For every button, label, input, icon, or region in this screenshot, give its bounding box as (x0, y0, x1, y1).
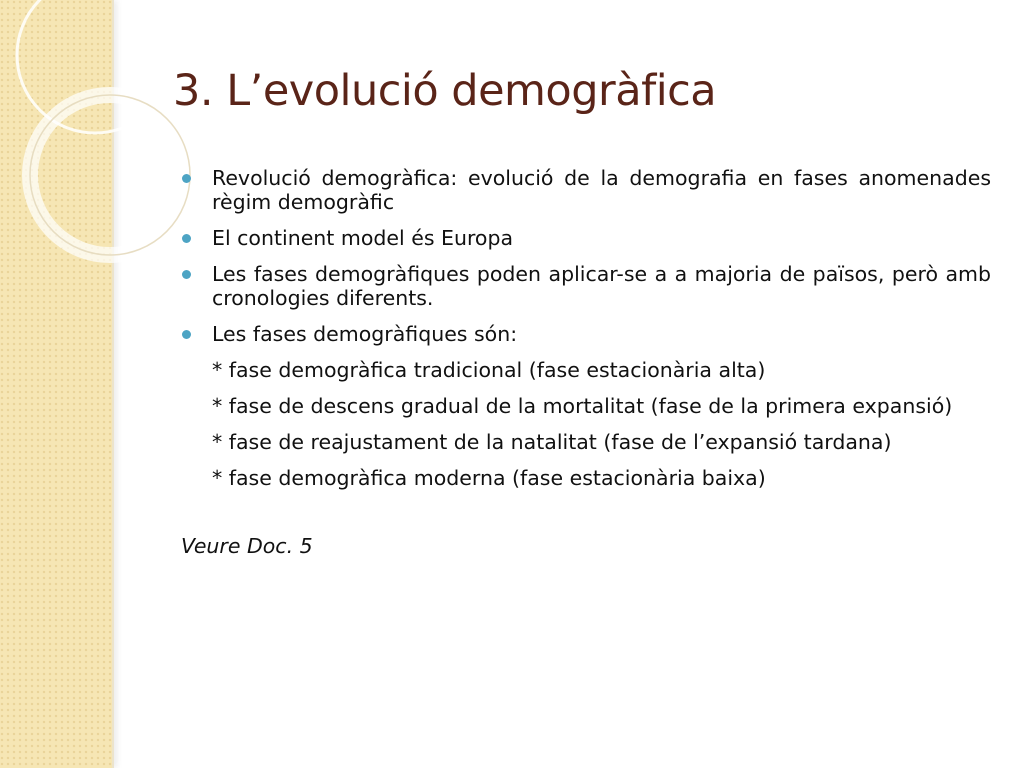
bullet-text: El continent model és Europa (212, 226, 514, 250)
slide-body (181, 166, 991, 558)
bullet-item (181, 262, 991, 310)
bullet-text: Les fases demogràfiques són: (212, 322, 518, 346)
bullet-dot-icon (182, 174, 191, 183)
phase-item: * fase demogràfica tradicional (fase estacionària alta) (212, 358, 766, 382)
bullet-dot-icon (182, 330, 191, 339)
bullet-dot-icon (182, 234, 191, 243)
phase-item: * fase demogràfica moderna (fase estacionària baixa) (212, 466, 766, 490)
bullet-dot-icon (182, 270, 191, 279)
phase-item: * fase de reajustament de la natalitat (fase de l’expansió tardana) (212, 430, 892, 454)
slide-title: 3. L’evolució demogràfica (173, 66, 717, 116)
bullet-text: Les fases demogràfiques poden aplicar-se a a majoria de països, però amb cronologies diferents. (212, 262, 991, 310)
bullet-list (181, 166, 991, 346)
bullet-item (181, 166, 991, 214)
bullet-text: Revolució demogràfica: evolució de la demografia en fases anomenades règim demogràfic (212, 166, 991, 214)
document-reference-note: Veure Doc. 5 (181, 534, 313, 558)
decorative-ring-lower (30, 95, 190, 255)
bullet-item (181, 322, 991, 346)
bullet-item (181, 226, 991, 250)
phase-item: * fase de descens gradual de la mortalitat (fase de la primera expansió) (212, 394, 953, 418)
